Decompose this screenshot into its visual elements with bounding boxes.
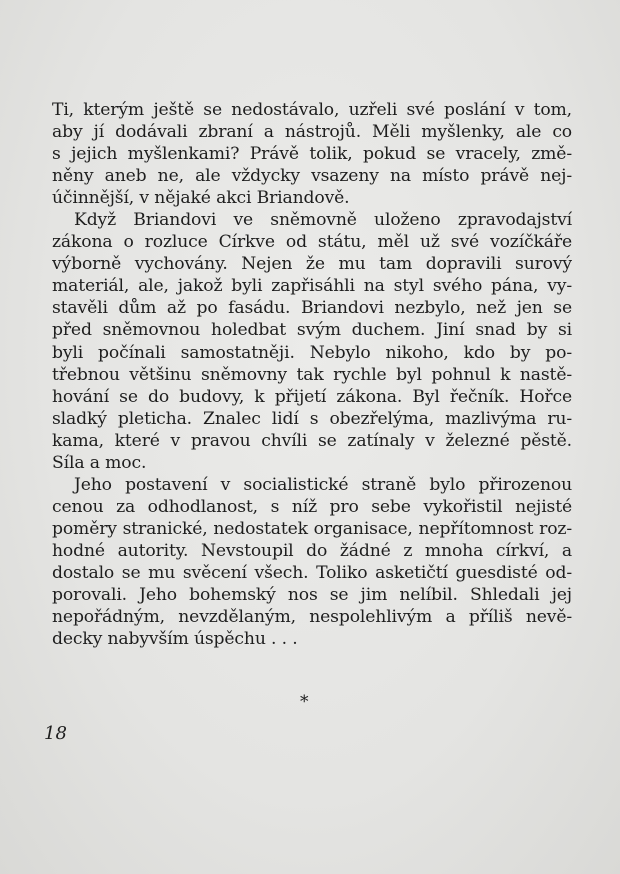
text-line: hodné autority. Nevstoupil do žádné z mnoha církví, a [52, 540, 572, 561]
paragraph-3 [52, 474, 572, 650]
text-line: poměry stranické, nedostatek organisace, nepřítomnost roz- [52, 518, 572, 539]
text-line: před sněmovnou holedbat svým duchem. Jiní snad by si [52, 320, 572, 341]
text-line: kama, které v pravou chvíli se zatínaly v železné pěstě. [52, 430, 572, 451]
text-line: třebnou většinu sněmovny tak rychle byl pohnul k nastě- [52, 364, 572, 385]
text-line: dostalo se mu svěcení všech. Toliko asketičtí guesdisté od- [52, 562, 572, 583]
text-line: porovali. Jeho bohemský nos se jim nelíbil. Shledali jej [52, 585, 572, 606]
text-line: hování se do budovy, k přijetí zákona. Byl řečník. Hořce [52, 386, 572, 407]
text-line: Jeho postavení v socialistické straně bylo přirozenou [74, 474, 572, 495]
text-line: Ti, kterým ještě se nedostávalo, uzřeli své poslání v tom, [52, 100, 572, 120]
section-separator: * [300, 692, 309, 712]
text-line: Síla a moc. [52, 452, 147, 473]
text-line: zákona o rozluce Církve od státu, měl už své vozíčkáře [52, 232, 572, 253]
text-line: nepořádným, nevzdělaným, nespolehlivým a příliš nevě- [52, 607, 572, 628]
text-line: byli počínali samostatněji. Nebylo nikoho, kdo by po- [52, 342, 572, 363]
text-line: decky nabyvším úspěchu . . . [52, 629, 298, 650]
text-line: výborně vychovány. Nejen že mu tam dopravili surový [52, 254, 572, 275]
body-text [52, 99, 572, 650]
paragraph-2 [52, 209, 572, 474]
text-line: s jejich myšlenkami? Právě tolik, pokud se vracely, změ- [52, 144, 572, 165]
text-line: Když Briandovi ve sněmovně uloženo zpravodajství [74, 210, 572, 231]
paragraph-1 [52, 99, 572, 209]
text-line: cenou za odhodlanost, s níž pro sebe vykořistil nejisté [52, 496, 572, 517]
text-line: materiál, ale, jakož byli zapřisáhli na styl svého pána, vy- [52, 276, 572, 297]
text-line: sladký pleticha. Znalec lidí s obezřelýma, mazlivýma ru- [52, 408, 572, 429]
text-line: něny aneb ne, ale vždycky vsazeny na místo právě nej- [52, 166, 572, 187]
page-number: 18 [44, 723, 67, 744]
text-line: aby jí dodávali zbraní a nástrojů. Měli myšlenky, ale co [52, 122, 572, 143]
text-line: stavěli dům až po fasádu. Briandovi nezbylo, než jen se [52, 298, 572, 319]
text-line: účinnější, v nějaké akci Briandově. [52, 188, 350, 209]
